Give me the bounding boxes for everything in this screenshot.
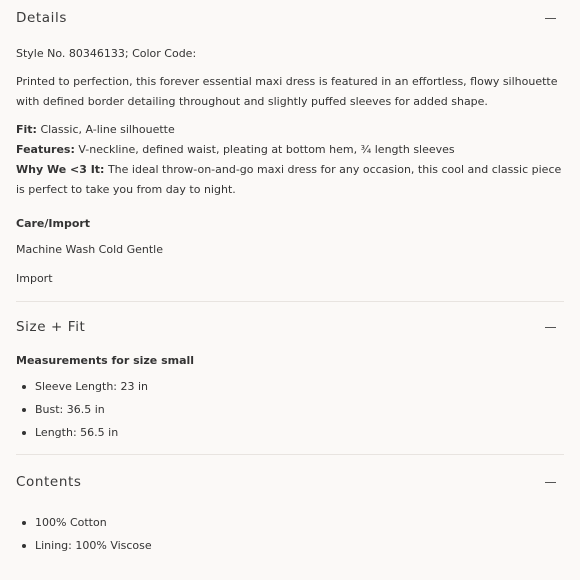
why-line: [16, 160, 564, 200]
section-divider: [16, 454, 564, 455]
features-line: [16, 140, 564, 160]
details-title: Details: [16, 10, 68, 26]
bullet-icon: [22, 431, 26, 435]
list-item: [35, 534, 564, 557]
care-instructions: Machine Wash Cold Gentle: [16, 243, 164, 256]
minus-icon[interactable]: [545, 482, 556, 483]
contents-list: [16, 511, 564, 557]
why-value: The ideal throw-on-and-go maxi dress for any occasion, this cool and classic piece is perfect to take you from day to night.: [16, 163, 562, 196]
why-label: Why We <3 It:: [16, 163, 105, 176]
measurement-text: Sleeve Length: 23 in: [35, 380, 149, 393]
contents-title: Contents: [16, 474, 82, 490]
size-fit-section: [0, 309, 580, 444]
details-section: [0, 0, 580, 289]
list-item: [35, 511, 564, 534]
contents-section: [0, 464, 580, 557]
bullet-icon: [22, 521, 26, 525]
bullet-icon: [22, 544, 26, 548]
section-divider: [16, 301, 564, 302]
fit-label: Fit:: [16, 123, 37, 136]
size-fit-title: Size + Fit: [16, 319, 86, 335]
size-fit-toggle[interactable]: [16, 309, 564, 347]
minus-icon[interactable]: [545, 18, 556, 19]
measurements-list: [16, 375, 564, 444]
import-line: Import: [16, 272, 53, 285]
measurement-text: Bust: 36.5 in: [35, 403, 105, 416]
fit-value: Classic, A-line silhouette: [36, 123, 175, 136]
features-value: V-neckline, defined waist, pleating at bottom hem, ¾ length sleeves: [74, 143, 455, 156]
material-text: 100% Cotton: [35, 516, 107, 529]
product-description: Printed to perfection, this forever essential maxi dress is featured in an effortless, flowy silhouette with defined border detailing throughout and slightly puffed sleeves for added shape.: [16, 75, 558, 108]
material-text: Lining: 100% Viscose: [35, 539, 152, 552]
style-number: Style No. 80346133; Color Code:: [16, 47, 197, 60]
product-attributes: [16, 120, 564, 200]
fit-line: [16, 120, 564, 140]
list-item: [35, 398, 564, 421]
measurement-text: Length: 56.5 in: [35, 426, 119, 439]
minus-icon[interactable]: [545, 327, 556, 328]
features-label: Features:: [16, 143, 75, 156]
bullet-icon: [22, 385, 26, 389]
bullet-icon: [22, 408, 26, 412]
contents-toggle[interactable]: [16, 464, 564, 502]
care-heading: Care/Import: [16, 217, 91, 230]
measurements-heading: Measurements for size small: [16, 354, 195, 367]
details-toggle[interactable]: [16, 0, 564, 38]
list-item: [35, 421, 564, 444]
list-item: [35, 375, 564, 398]
